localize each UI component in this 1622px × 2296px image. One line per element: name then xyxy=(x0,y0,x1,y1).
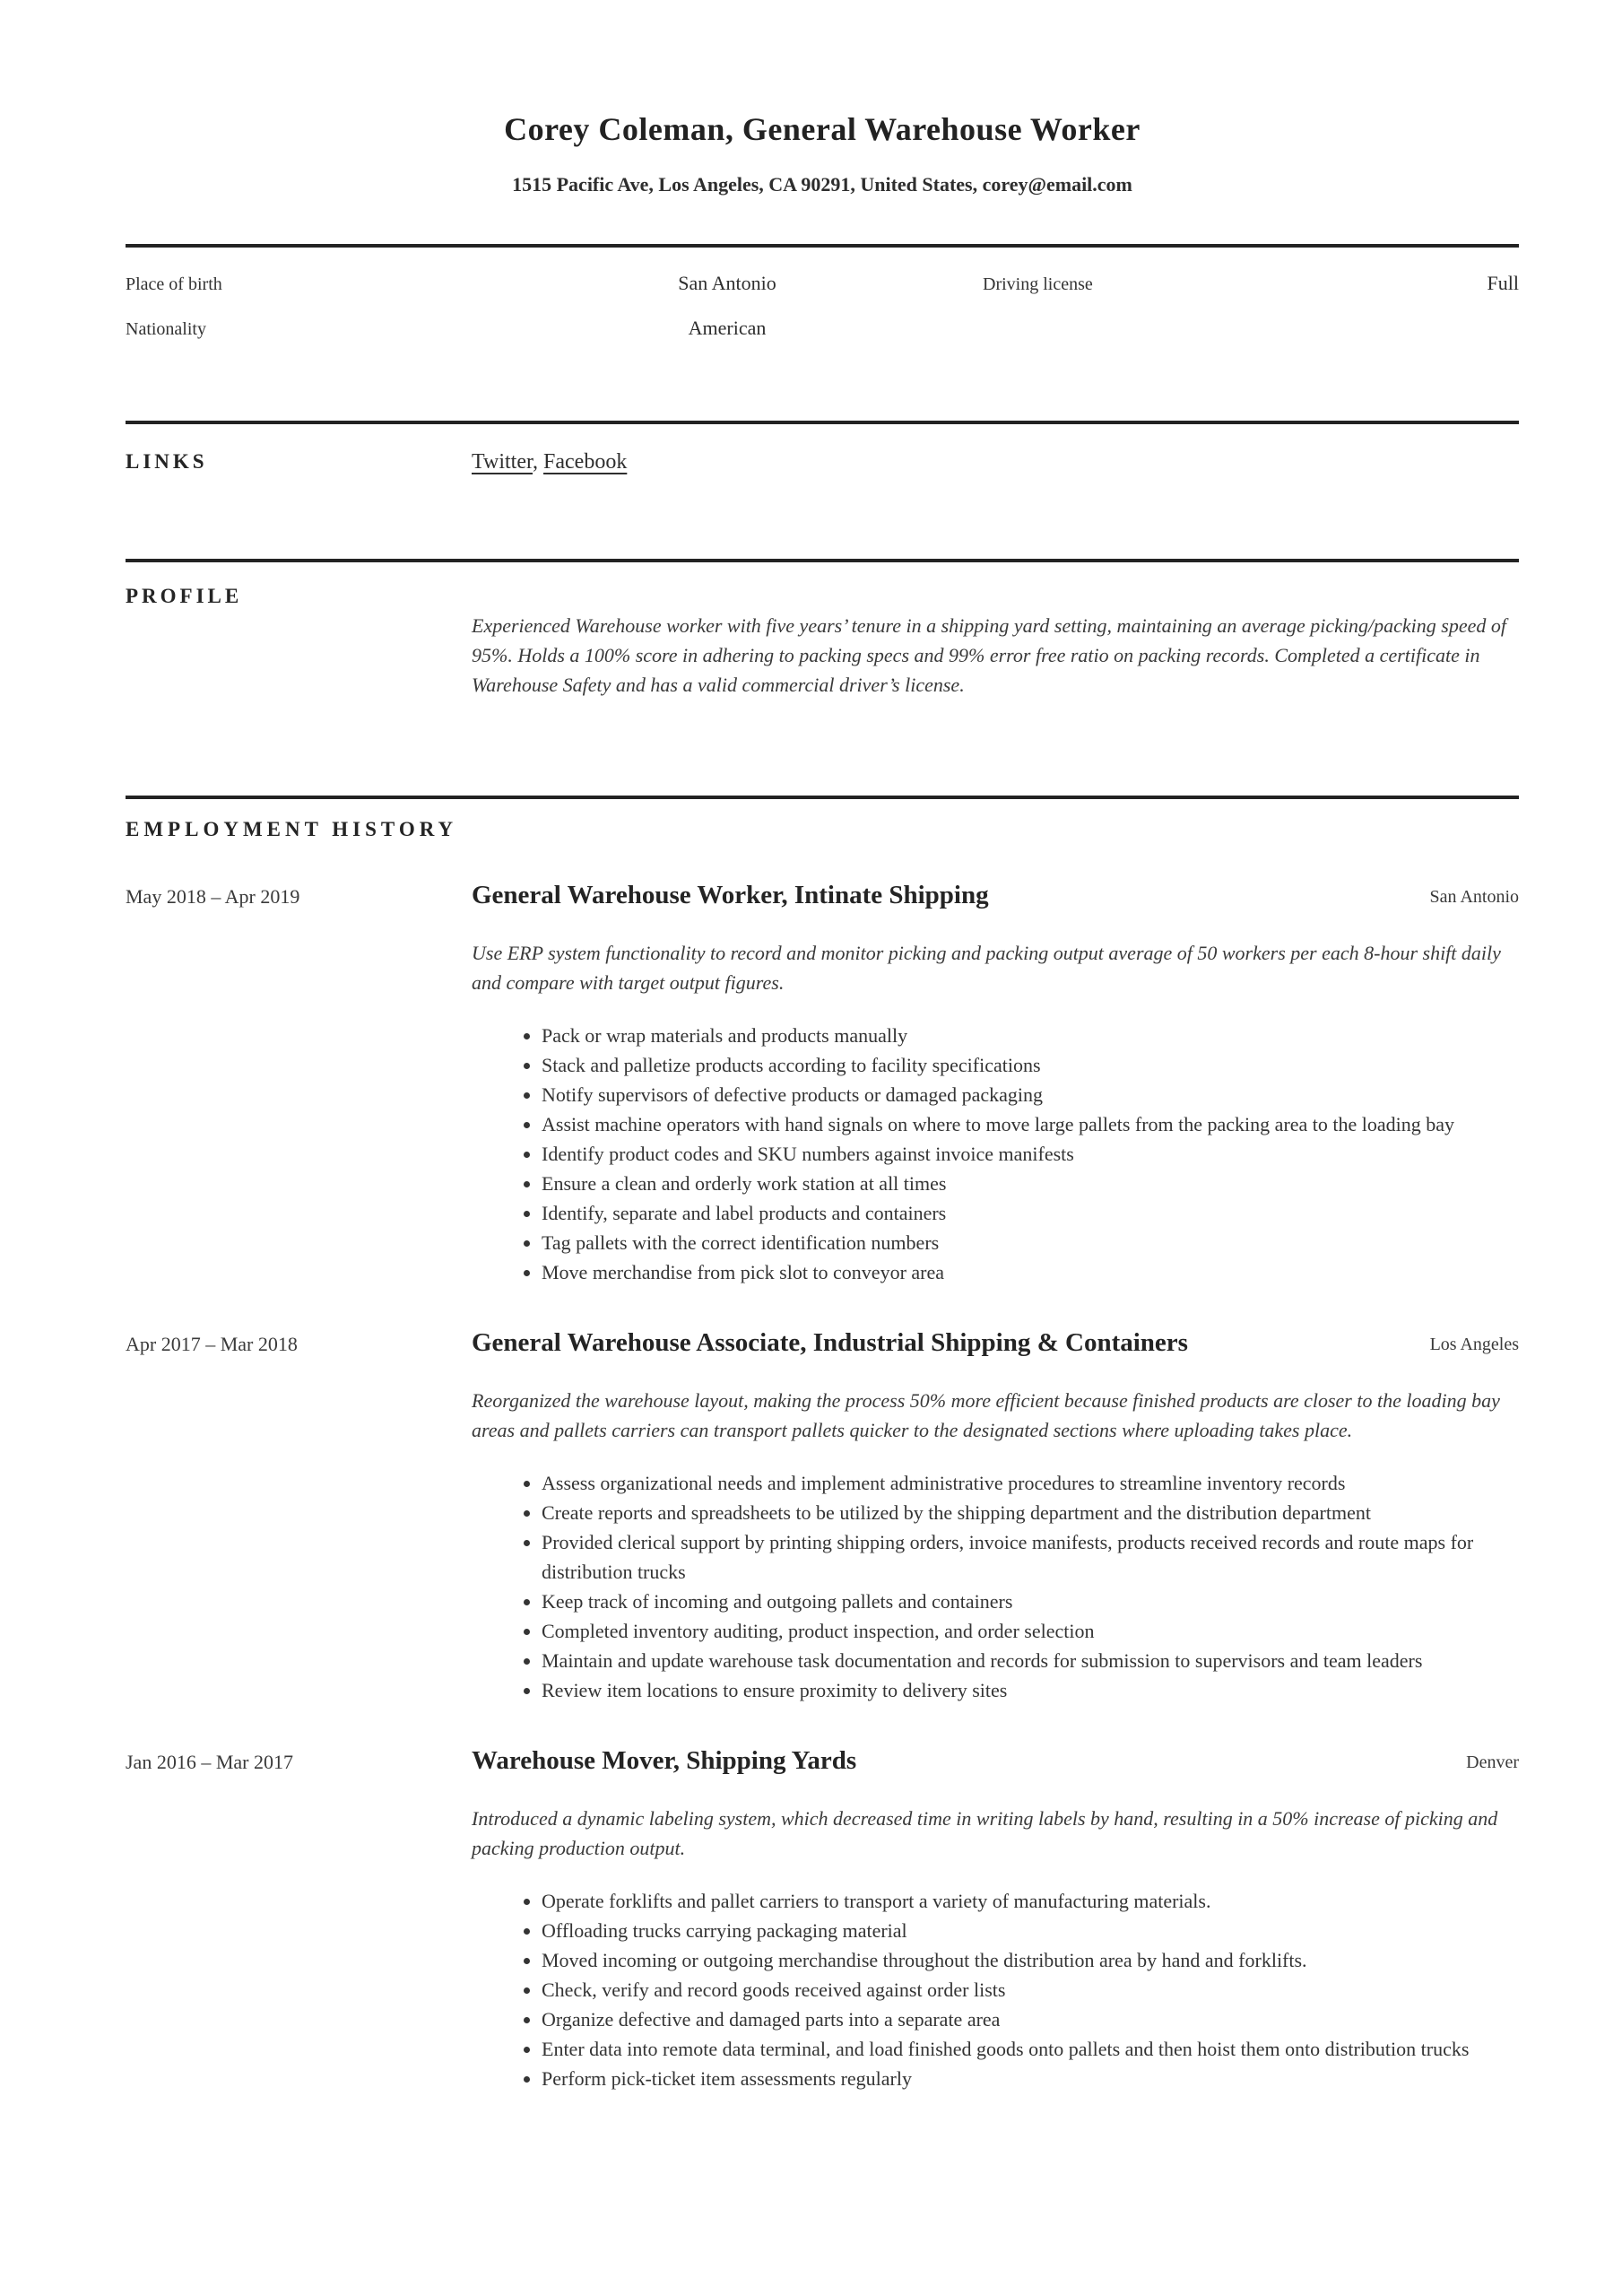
job-1-bullets xyxy=(472,1021,1519,1287)
bullet-item: • Tag pallets with the correct identification numbers xyxy=(542,1228,1501,1257)
driving-license-label: Driving license xyxy=(983,274,1093,294)
bullet-item: • Operate forklifts and pallet carriers to transport a variety of manufacturing materials. xyxy=(542,1886,1501,1916)
job-1-dates: May 2018 – Apr 2019 xyxy=(126,885,300,908)
candidate-name-title: Corey Coleman, General Warehouse Worker xyxy=(504,111,1141,147)
job-2-title-row xyxy=(472,1325,1519,1361)
bullet-item: • Create reports and spreadsheets to be utilized by the shipping department and the distribution department xyxy=(542,1498,1501,1527)
job-3-summary: Introduced a dynamic labeling system, which decreased time in writing labels by hand, resulting in a 50% increase of picking and packing production output. xyxy=(472,1807,1498,1859)
job-3-bullets xyxy=(472,1886,1519,2093)
job-3-title: Warehouse Mover, Shipping Yards xyxy=(472,1746,857,1775)
job-2-title: General Warehouse Associate, Industrial Shipping & Containers xyxy=(472,1328,1188,1357)
personal-details-section xyxy=(126,248,1519,374)
job-2-main xyxy=(472,1325,1519,1705)
job-entry-3 xyxy=(126,1743,1519,2093)
job-1-title-row xyxy=(472,877,1519,913)
profile-text: Experienced Warehouse worker with five years’ tenure in a shipping yard setting, maintaining an average picking/packing speed of 95%. Holds a 100% score in adhering to packing specs and 99% error free ratio on packing records. Completed a certificate in Warehouse Safety and has a valid commercial driver’s license. xyxy=(472,614,1506,696)
profile-section xyxy=(126,562,1519,749)
place-of-birth-value: San Antonio xyxy=(678,272,776,294)
details-row-2 xyxy=(126,317,1519,340)
bullet-item: • Identify product codes and SKU numbers against invoice manifests xyxy=(542,1139,1501,1169)
job-1-summary: Use ERP system functionality to record and monitor picking and packing output average of 50 workers per each 8-hour shift daily and compare with target output figures. xyxy=(472,942,1501,994)
contact-line: 1515 Pacific Ave, Los Angeles, CA 90291, United States, corey@email.com xyxy=(512,173,1132,196)
employment-history-section xyxy=(126,799,1519,2093)
job-3-dates: Jan 2016 – Mar 2017 xyxy=(126,1751,293,1773)
job-2-summary: Reorganized the warehouse layout, making the process 50% more efficient because finished products are closer to the loading bay areas and pallets carriers can transport pallets quicker to the designated sections where uploading takes place. xyxy=(472,1389,1500,1441)
nationality-label: Nationality xyxy=(126,319,206,339)
resume-header xyxy=(126,109,1519,197)
bullet-item: • Assist machine operators with hand signals on where to move large pallets from the packing area to the loading bay xyxy=(542,1109,1501,1139)
place-of-birth-label: Place of birth xyxy=(126,274,222,294)
job-3-title-row xyxy=(472,1743,1519,1779)
bullet-item: • Assess organizational needs and implement administrative procedures to streamline inventory records xyxy=(542,1468,1501,1498)
employment-history-heading: EMPLOYMENT HISTORY xyxy=(126,818,458,840)
bullet-item: • Keep track of incoming and outgoing pallets and containers xyxy=(542,1587,1501,1616)
job-2-location: Los Angeles xyxy=(1429,1335,1519,1354)
links-heading: LINKS xyxy=(126,450,208,473)
bullet-item: • Completed inventory auditing, product inspection, and order selection xyxy=(542,1616,1501,1646)
bullet-item: • Review item locations to ensure proximity to delivery sites xyxy=(542,1675,1501,1705)
bullet-item: • Perform pick-ticket item assessments regularly xyxy=(542,2064,1501,2093)
links-separator: , xyxy=(533,450,544,474)
profile-heading: PROFILE xyxy=(126,585,243,607)
job-1-title: General Warehouse Worker, Intinate Shipping xyxy=(472,881,989,909)
bullet-item: • Identify, separate and label products and containers xyxy=(542,1198,1501,1228)
links-list xyxy=(472,448,627,475)
bullet-item: • Offloading trucks carrying packaging material xyxy=(542,1916,1501,1945)
bullet-item: • Moved incoming or outgoing merchandise throughout the distribution area by hand and forklifts. xyxy=(542,1945,1501,1975)
bullet-item: • Provided clerical support by printing shipping orders, invoice manifests, products received records and route maps for distribution trucks xyxy=(542,1527,1501,1587)
bullet-item: • Enter data into remote data terminal, and load finished goods onto pallets and then hoist them onto distribution trucks xyxy=(542,2034,1501,2064)
job-2-dates: Apr 2017 – Mar 2018 xyxy=(126,1333,298,1355)
job-1-main xyxy=(472,877,1519,1287)
nationality-value: American xyxy=(688,317,767,339)
job-entry-2 xyxy=(126,1325,1519,1705)
bullet-item: • Check, verify and record goods received against order lists xyxy=(542,1975,1501,2005)
bullet-item: • Stack and palletize products according to facility specifications xyxy=(542,1050,1501,1080)
links-section xyxy=(126,424,1519,512)
bullet-item: • Pack or wrap materials and products manually xyxy=(542,1021,1501,1050)
job-entry-1 xyxy=(126,877,1519,1287)
bullet-item: • Organize defective and damaged parts into a separate area xyxy=(542,2005,1501,2034)
job-2-bullets xyxy=(472,1468,1519,1705)
link-twitter[interactable]: Twitter xyxy=(472,450,533,474)
details-row-1 xyxy=(126,272,1519,295)
bullet-item: • Maintain and update warehouse task documentation and records for submission to supervisors and team leaders xyxy=(542,1646,1501,1675)
job-1-location: San Antonio xyxy=(1429,887,1519,907)
job-3-main xyxy=(472,1743,1519,2093)
bullet-item: • Ensure a clean and orderly work station at all times xyxy=(542,1169,1501,1198)
driving-license-value: Full xyxy=(1487,272,1519,294)
job-3-location: Denver xyxy=(1466,1752,1519,1772)
bullet-item: • Move merchandise from pick slot to conveyor area xyxy=(542,1257,1501,1287)
link-facebook[interactable]: Facebook xyxy=(543,450,628,474)
bullet-item: • Notify supervisors of defective products or damaged packaging xyxy=(542,1080,1501,1109)
